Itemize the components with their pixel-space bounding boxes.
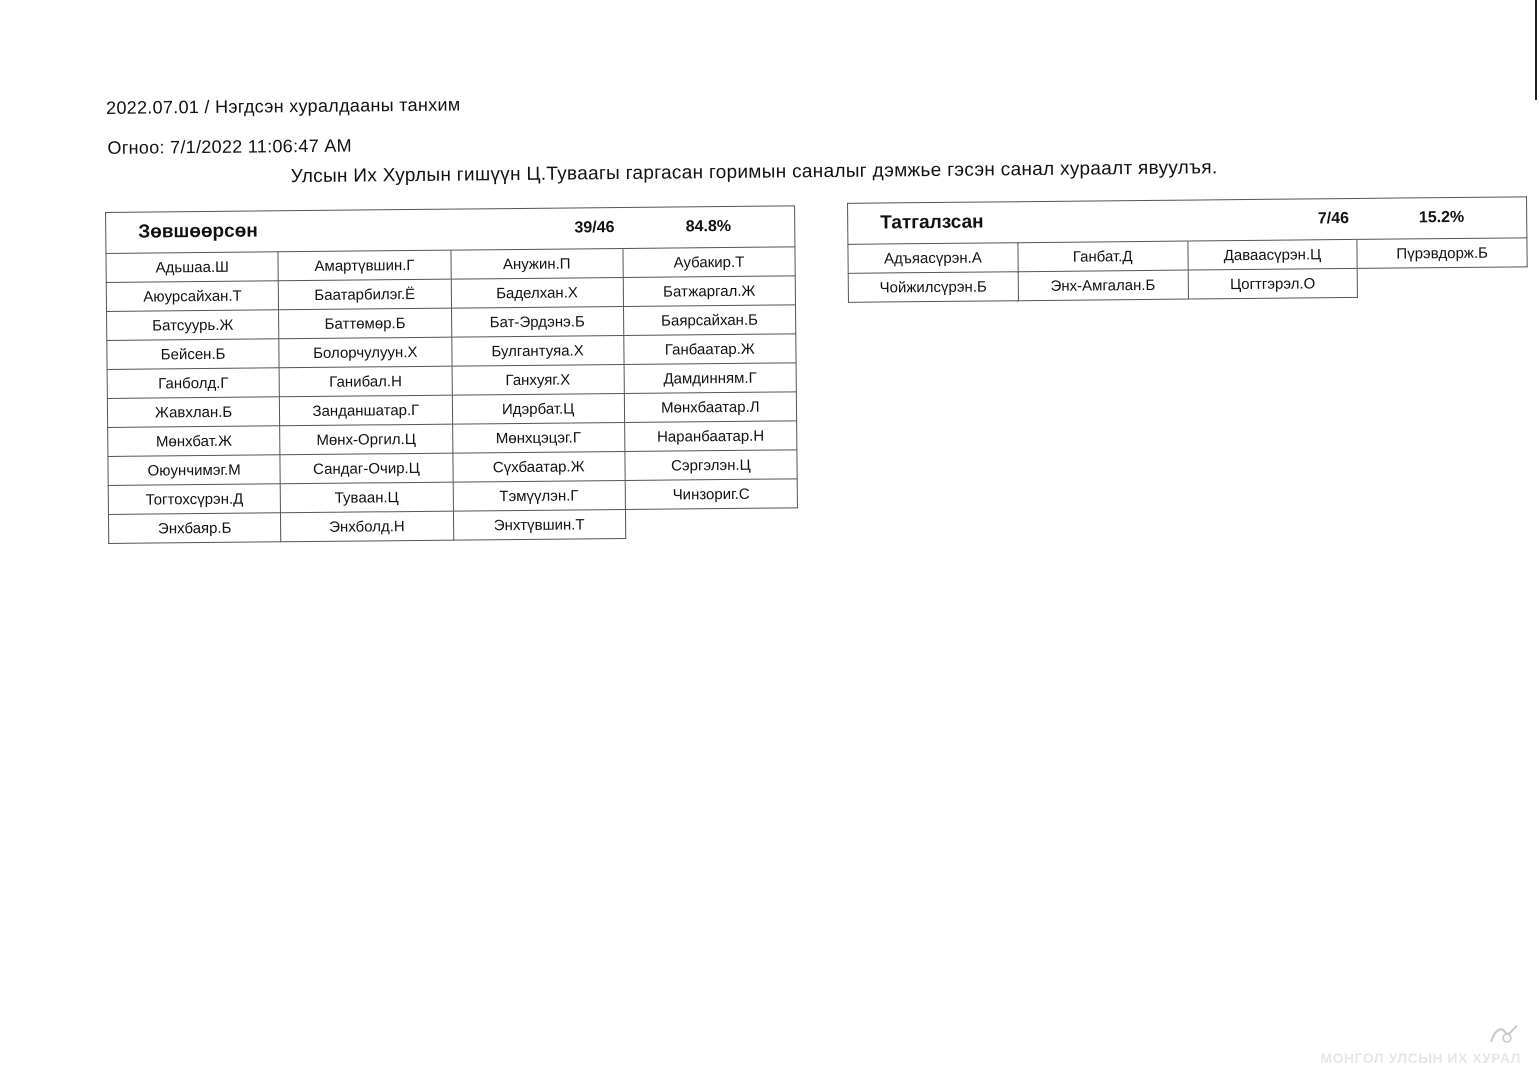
member-name: Энх-Амгалан.Б — [1018, 270, 1188, 301]
member-name: Даваасүрэн.Ц — [1187, 239, 1357, 270]
member-name: Мөнхбат.Ж — [108, 426, 281, 457]
member-name: Ганбаатар.Ж — [624, 334, 797, 365]
vote-timestamp: Огноо: 7/1/2022 11:06:47 AM — [107, 135, 352, 158]
member-name: Чинзориг.С — [625, 479, 798, 510]
rejected-votes-table — [847, 196, 1528, 303]
member-name: Аюурсайхан.Т — [106, 281, 279, 312]
stamp-emblem-icon — [1487, 1022, 1521, 1048]
motion-text: Улсын Их Хурлын гишүүн Ц.Туваагы гаргасан горимын саналыг дэмжье гэсэн санал хураалт явуулъя. — [290, 157, 1218, 188]
approved-votes-table — [105, 205, 798, 544]
member-name: Оюунчимэг.М — [108, 455, 281, 486]
member-name: Баттөмөр.Б — [279, 308, 452, 339]
session-date-location: 2022.07.01 / Нэгдсэн хуралдааны танхим — [105, 94, 461, 118]
member-name: Сэргэлэн.Ц — [625, 450, 798, 481]
approved-count: 39/46 — [450, 207, 623, 250]
empty-cell — [1357, 267, 1527, 298]
member-name: Жавхлан.Б — [107, 397, 280, 428]
member-name: Ганболд.Г — [107, 368, 280, 399]
approved-title: Зөвшөөрсөн — [106, 209, 451, 253]
member-name: Тогтохсүрэн.Д — [108, 484, 281, 515]
member-name: Батсуурь.Ж — [107, 310, 280, 341]
parliament-stamp — [1320, 1022, 1521, 1066]
member-name: Мөнхбаатар.Л — [624, 392, 797, 423]
member-name: Тувaан.Ц — [280, 482, 453, 513]
approved-percent: 84.8% — [622, 206, 795, 249]
member-name: Булгантуяа.Х — [451, 335, 624, 366]
member-name: Адьшаа.Ш — [106, 252, 279, 283]
rejected-percent: 15.2% — [1357, 197, 1527, 240]
table-row — [108, 508, 797, 544]
rejected-header-row — [848, 197, 1527, 245]
member-name: Энхбаяр.Б — [108, 513, 281, 544]
member-name: Чойжилсүрэн.Б — [848, 272, 1018, 303]
member-name: Бат-Эрдэнэ.Б — [451, 306, 624, 337]
approved-members — [106, 247, 798, 544]
rejected-count: 7/46 — [1187, 198, 1357, 241]
member-name: Бейсен.Б — [107, 339, 280, 370]
member-name: Ганибал.Н — [279, 366, 452, 397]
member-name: Баатарбилэг.Ё — [278, 279, 451, 310]
member-name: Мөнхцэцэг.Г — [452, 422, 625, 453]
scan-edge-mark — [1535, 0, 1537, 100]
member-name: Идэрбат.Ц — [452, 393, 625, 424]
member-name: Ганбат.Д — [1018, 241, 1188, 272]
member-name: Энхтүвшин.Т — [453, 509, 626, 540]
rejected-title: Татгалзсан — [848, 200, 1188, 244]
member-name: Пүрэвдорж.Б — [1357, 238, 1527, 269]
approved-header-row — [106, 206, 795, 254]
member-name: Ганхуяг.Х — [452, 364, 625, 395]
rejected-members — [848, 238, 1528, 303]
member-name: Энхболд.Н — [281, 511, 454, 542]
member-name: Цогтгэрэл.О — [1188, 268, 1358, 299]
member-name: Мөнх-Оргил.Ц — [280, 424, 453, 455]
member-name: Амартүвшин.Г — [278, 250, 451, 281]
member-name: Сандаг-Очир.Ц — [280, 453, 453, 484]
table-row — [848, 267, 1527, 303]
member-name: Баделхан.Х — [451, 277, 624, 308]
member-name: Адъяасүрэн.А — [848, 243, 1018, 274]
member-name: Батжаргал.Ж — [623, 276, 796, 307]
member-name: Занданшатар.Г — [280, 395, 453, 426]
member-name: Наранбаатар.Н — [624, 421, 797, 452]
member-name: Анужин.П — [450, 248, 623, 279]
empty-cell — [625, 508, 798, 539]
stamp-text: МОНГОЛ УЛСЫН ИХ ХУРАЛ — [1320, 1050, 1521, 1066]
member-name: Сүхбаатар.Ж — [452, 451, 625, 482]
member-name: Баярсайхан.Б — [623, 305, 796, 336]
member-name: Аубакир.Т — [623, 247, 796, 278]
member-name: Дамдинням.Г — [624, 363, 797, 394]
member-name: Тэмүүлэн.Г — [453, 480, 626, 511]
member-name: Болорчулуун.Х — [279, 337, 452, 368]
